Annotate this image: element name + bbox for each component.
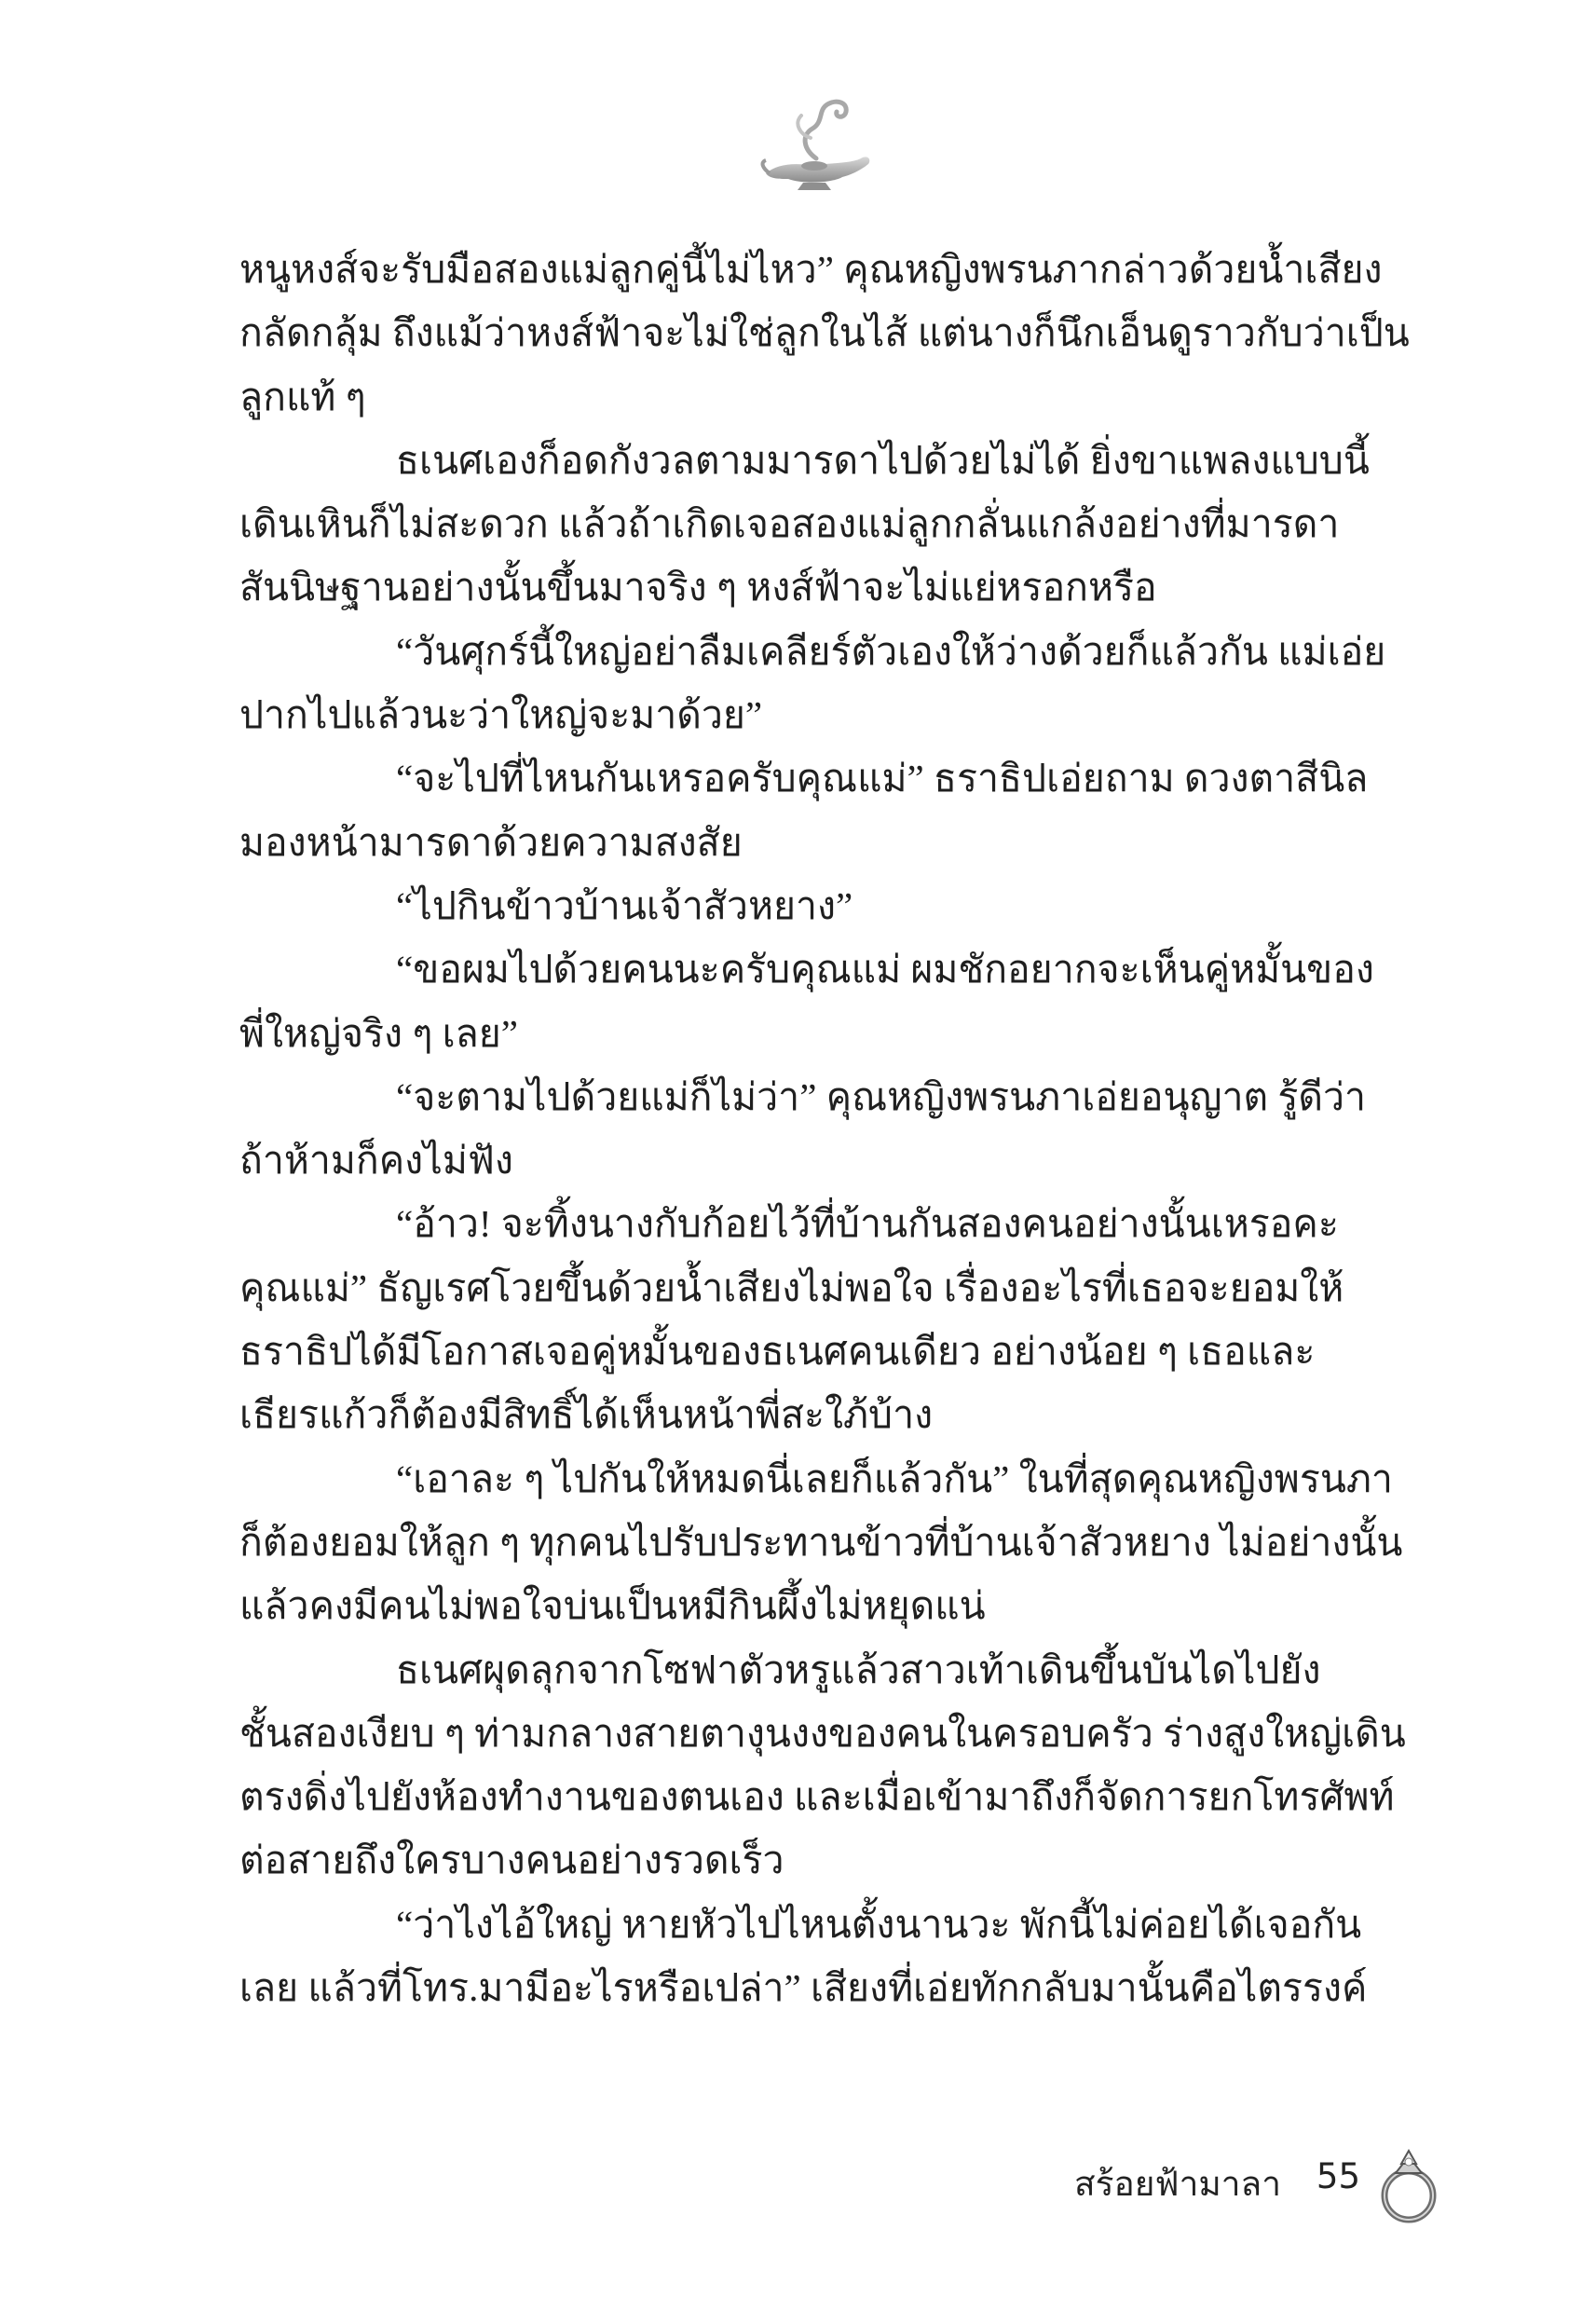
text-line: “อ้าว! จะทิ้งนางกับก้อยไว้ที่บ้านกันสองคนอย่างนั้นเหรอคะ [396,1202,1339,1246]
text-line: เธียรแก้วก็ต้องมีสิทธิ์ได้เห็นหน้าพี่สะใภ้บ้าง [239,1393,934,1437]
genie-lamp-icon [757,93,878,200]
text-line: ถ้าห้ามก็คงไม่ฟัง [239,1139,513,1183]
text-line: เดินเหินก็ไม่สะดวก แล้วถ้าเกิดเจอสองแม่ลูกกลั่นแกล้งอย่างที่มารดา [239,502,1340,546]
body-text [239,238,1416,2019]
text-line: พี่ใหญ่จริง ๆ เลย” [239,1011,518,1055]
text-line: “จะไปที่ไหนกันเหรอครับคุณแม่” ธราธิปเอ่ยถาม ดวงตาสีนิล [396,757,1369,800]
text-line: ธเนศเองก็อดกังวลตามมารดาไปด้วยไม่ได้ ยิ่งขาแพลงแบบนี้ [396,438,1370,482]
text-line: หนูหงส์จะรับมือสองแม่ลูกคู่นี้ไม่ไหว” คุณหญิงพรนภากล่าวด้วยน้ำเสียง [239,248,1383,291]
text-line: “ขอผมไปด้วยคนนะครับคุณแม่ ผมชักอยากจะเห็นคู่หมั้นของ [396,948,1374,991]
text-line: “ว่าไงไอ้ใหญ่ หายหัวไปไหนตั้งนานวะ พักนี้ไม่ค่อยได้เจอกัน [396,1902,1362,1946]
text-line: ต่อสายถึงใครบางคนอย่างรวดเร็ว [239,1839,784,1882]
text-line: ตรงดิ่งไปยังห้องทำงานของตนเอง และเมื่อเข้ามาถึงก็จัดการยกโทรศัพท์ [239,1775,1395,1819]
text-line: ธราธิปได้มีโอกาสเจอคู่หมั้นของธเนศคนเดียว อย่างน้อย ๆ เธอและ [239,1330,1316,1374]
text-line: กลัดกลุ้ม ถึงแม้ว่าหงส์ฟ้าจะไม่ใช่ลูกในไส้ แต่นางก็นึกเอ็นดูราวกับว่าเป็น [239,311,1410,355]
text-line: “ไปกินข้าวบ้านเจ้าสัวหยาง” [396,883,853,927]
text-line: “วันศุกร์นี้ใหญ่อย่าลืมเคลียร์ตัวเองให้ว่างด้วยก็แล้วกัน แม่เอ่ย [396,629,1386,673]
book-title: สร้อยฟ้ามาลา [1074,2164,1281,2204]
text-line: แล้วคงมีคนไม่พอใจบ่นเป็นหมีกินผึ้งไม่หยุดแน่ [239,1584,986,1628]
text-line: “เอาละ ๆ ไปกันให้หมดนี่เลยก็แล้วกัน” ในที่สุดคุณหญิงพรนภา [396,1456,1393,1500]
text-line: ปากไปแล้วนะว่าใหญ่จะมาด้วย” [239,693,763,737]
text-line: “จะตามไปด้วยแม่ก็ไม่ว่า” คุณหญิงพรนภาเอ่ยอนุญาต รู้ดีว่า [396,1074,1367,1118]
text-line: ลูกแท้ ๆ [239,375,366,418]
text-line: สันนิษฐานอย่างนั้นขึ้นมาจริง ๆ หงส์ฟ้าจะไม่แย่หรอกหรือ [239,566,1157,609]
ring-icon [1377,2143,1444,2225]
text-line: คุณแม่” ธัญเรศโวยขึ้นด้วยน้ำเสียงไม่พอใจ เรื่องอะไรที่เธอจะยอมให้ [239,1265,1344,1309]
text-line: ชั้นสองเงียบ ๆ ท่ามกลางสายตางุนงงของคนในครอบครัว ร่างสูงใหญ่เดิน [239,1711,1406,1755]
text-line: เลย แล้วที่โทร.มามีอะไรหรือเปล่า” เสียงที่เอ่ยทักกลับมานั้นคือไตรรงค์ [239,1966,1368,2010]
page-footer [1025,2143,1453,2227]
text-line: ธเนศผุดลุกจากโซฟาตัวหรูแล้วสาวเท้าเดินขึ้นบันไดไปยัง [396,1648,1321,1691]
text-line: มองหน้ามารดาด้วยความสงสัย [239,820,743,864]
text-line: ก็ต้องยอมให้ลูก ๆ ทุกคนไปรับประทานข้าวที่บ้านเจ้าสัวหยาง ไม่อย่างนั้น [239,1520,1403,1564]
page-number: 55 [1316,2156,1360,2196]
